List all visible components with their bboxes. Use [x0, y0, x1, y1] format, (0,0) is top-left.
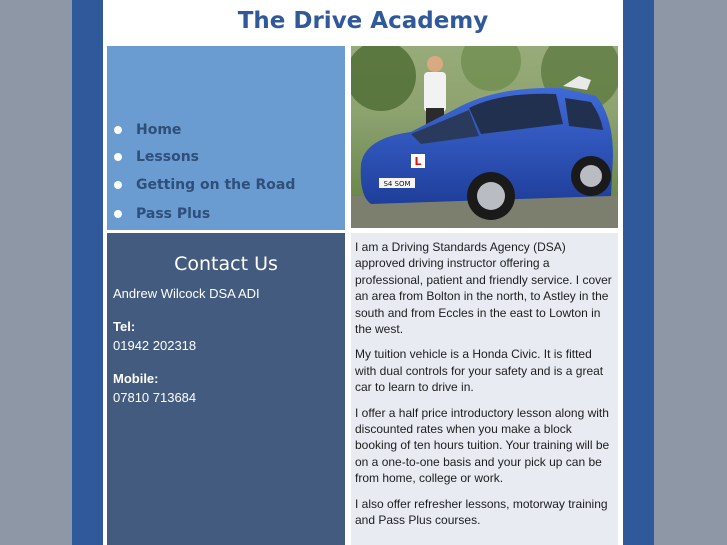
about-panel: [351, 233, 618, 545]
nav-link-home[interactable]: Home: [136, 122, 182, 138]
car-illustration: [351, 46, 618, 228]
about-paragraph: I also offer refresher lessons, motorway training and Pass Plus courses.: [355, 496, 608, 528]
main-nav: [107, 46, 345, 230]
nav-link-pass-plus[interactable]: Pass Plus: [136, 206, 211, 222]
nav-link-lessons[interactable]: Lessons: [136, 149, 199, 165]
nav-link-getting-on-the-road[interactable]: Getting on the Road: [136, 177, 296, 193]
bullet-icon: [114, 153, 122, 161]
about-paragraph: I offer a half price introductory lesson along with discounted rates when you make a block booking of ten hours tuition. Your training will be on a one-to-one basis and your pick up can be from home, college or work.: [355, 405, 610, 486]
about-paragraph: I am a Driving Standards Agency (DSA) approved driving instructor offering a professional, patient and friendly service. I cover an area from Bolton in the north, to Astley in the south and from Eccles in the east to Lowton in the west.: [355, 240, 612, 337]
svg-text:L: L: [414, 155, 422, 168]
number-plate: S4 SOM: [383, 180, 411, 188]
site-title: The Drive Academy: [237, 8, 489, 34]
instructor-name: Andrew Wilcock DSA ADI: [113, 286, 260, 301]
instructor-car-photo: [351, 46, 618, 228]
bullet-icon: [114, 126, 122, 134]
bullet-icon: [114, 181, 122, 189]
contact-heading: Contact Us: [174, 253, 278, 275]
bullet-icon: [114, 210, 122, 218]
about-paragraph: My tuition vehicle is a Honda Civic. It is fitted with dual controls for your safety and is a great car to learn to drive in.: [355, 347, 604, 395]
mobile-value: 07810 713684: [113, 390, 197, 405]
contact-panel: [107, 233, 345, 545]
tel-value: 01942 202318: [113, 338, 197, 353]
mobile-label: Mobile:: [113, 371, 159, 386]
tel-label: Tel:: [113, 319, 136, 334]
